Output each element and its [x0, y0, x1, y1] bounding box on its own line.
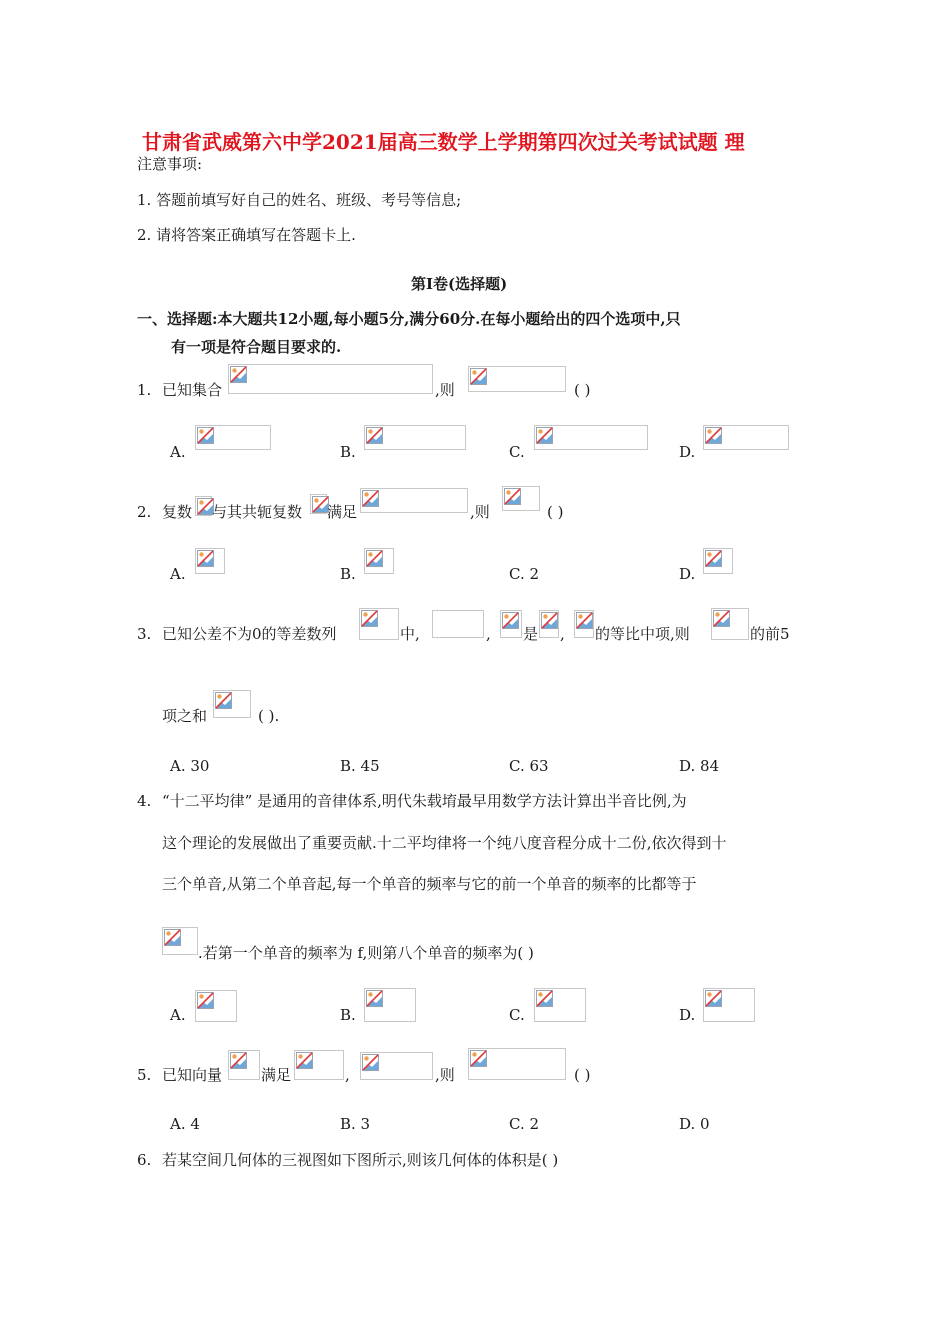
q5-text-4: ,则 — [435, 1066, 455, 1084]
broken-image-icon — [470, 1050, 487, 1067]
notes-heading: 注意事项: — [137, 155, 203, 173]
q5-option-a: A. 4 — [170, 1115, 200, 1133]
q3-term-c-image — [574, 610, 594, 638]
q3-option-b: B. 45 — [340, 757, 380, 775]
q6-text: 若某空间几何体的三视图如下图所示,则该几何体的体积是( ) — [162, 1151, 559, 1169]
q1-option-d-image — [703, 425, 789, 450]
q2-option-a: A. — [170, 565, 186, 583]
q4-line-4: .若第一个单音的频率为 f,则第八个单音的频率为( ) — [198, 944, 534, 962]
q4-line-3: 三个单音,从第二个单音起,每一个单音的频率与它的前一个单音的频率的比都等于 — [162, 875, 697, 893]
q3-text-4: 是 — [523, 625, 539, 643]
broken-image-icon — [504, 488, 521, 505]
q3-answer-blank: ( ). — [258, 707, 280, 725]
q5-number: 5. — [137, 1066, 152, 1084]
section-intro-line2: 有一项是符合题目要求的. — [171, 338, 342, 356]
section-title: 第Ⅰ卷(选择题) — [411, 275, 508, 293]
q3-text-2: 中, — [400, 625, 420, 643]
broken-image-icon — [362, 490, 379, 507]
broken-image-icon — [705, 990, 722, 1007]
q1-option-c: C. — [509, 443, 525, 461]
q1-option-a-image — [195, 425, 271, 450]
q5-condition-2-image — [360, 1052, 433, 1080]
q2-option-b-image — [364, 548, 394, 574]
broken-image-icon — [366, 990, 383, 1007]
broken-image-icon — [197, 992, 214, 1009]
section-intro-line1: 一、选择题:本大题共12小题,每小题5分,满分60分.在每小题给出的四个选项中,只 — [137, 310, 681, 328]
q1-answer-blank: ( ) — [574, 381, 591, 399]
q1-option-c-image — [534, 425, 648, 450]
broken-image-icon — [705, 550, 722, 567]
broken-image-icon — [705, 427, 722, 444]
broken-image-icon — [164, 929, 181, 946]
q2-option-a-image — [195, 548, 225, 574]
q2-option-d-image — [703, 548, 733, 574]
q5-option-c: C. 2 — [509, 1115, 540, 1133]
q4-option-c: C. — [509, 1006, 525, 1024]
q2-text-1: 复数 — [162, 503, 193, 521]
q5-question-image — [468, 1048, 566, 1080]
q3-text-5: , — [560, 625, 565, 643]
q4-line-1: “十二平均律” 是通用的音律体系,明代朱载堉最早用数学方法计算出半音比例,为 — [162, 792, 687, 810]
q3-text-7: 的前5 — [750, 625, 790, 643]
broken-image-icon — [230, 366, 247, 383]
q2-option-c: C. 2 — [509, 565, 540, 583]
q1-text-1: 已知集合 — [162, 381, 223, 399]
q5-option-d: D. 0 — [679, 1115, 710, 1133]
q4-option-a: A. — [170, 1006, 186, 1024]
q3-term-b-image — [539, 610, 559, 638]
q4-number: 4. — [137, 792, 152, 810]
q1-text-2: ,则 — [435, 381, 455, 399]
q2-text-2: 与其共轭复数 — [212, 503, 303, 521]
q4-line-2: 这个理论的发展做出了重要贡献.十二平均律将一个纯八度音程分成十二份,依次得到十 — [162, 834, 727, 852]
broken-image-icon — [230, 1052, 247, 1069]
q1-question-formula-image — [468, 366, 566, 392]
q2-option-b: B. — [340, 565, 356, 583]
q4-ratio-image — [162, 927, 198, 955]
q2-conjugate-image — [310, 494, 327, 514]
q2-complex-z-image — [195, 496, 212, 516]
q3-text-1: 已知公差不为0的等差数列 — [162, 625, 337, 643]
q3-sequence-image — [359, 608, 399, 640]
q2-text-3: 满足 — [327, 503, 358, 521]
document-title: 甘肃省武威第六中学2021届高三数学上学期第四次过关考试试题 理 — [142, 130, 745, 154]
broken-image-icon — [502, 612, 519, 629]
q2-number: 2. — [137, 503, 152, 521]
q6-number: 6. — [137, 1151, 152, 1169]
q2-text-4: ,则 — [470, 503, 490, 521]
q4-option-d: D. — [679, 1006, 696, 1024]
q1-option-a: A. — [170, 443, 186, 461]
q3-first-term-image — [432, 610, 484, 638]
broken-image-icon — [362, 1054, 379, 1071]
notes-item-1: 1. 答题前填写好自己的姓名、班级、考号等信息; — [137, 191, 462, 209]
q2-option-d: D. — [679, 565, 696, 583]
q3-sequence-ref-image — [711, 608, 749, 640]
q3-number: 3. — [137, 625, 152, 643]
q5-text-1: 已知向量 — [162, 1066, 223, 1084]
q5-vectors-image — [228, 1050, 260, 1080]
q3-option-a: A. 30 — [170, 757, 210, 775]
q4-option-d-image — [703, 988, 755, 1022]
q2-question-image — [502, 486, 540, 511]
q5-option-b: B. 3 — [340, 1115, 371, 1133]
notes-item-2: 2. 请将答案正确填写在答题卡上. — [137, 226, 356, 244]
broken-image-icon — [197, 550, 214, 567]
q3-line2-text: 项之和 — [162, 707, 208, 725]
q3-term-a-image — [500, 610, 522, 638]
q5-text-2: 满足 — [261, 1066, 292, 1084]
q1-option-d: D. — [679, 443, 696, 461]
q3-text-6: 的等比中项,则 — [595, 625, 690, 643]
broken-image-icon — [576, 612, 593, 629]
q3-text-3: , — [486, 625, 491, 643]
q4-option-b: B. — [340, 1006, 356, 1024]
q4-option-c-image — [534, 988, 586, 1022]
q5-answer-blank: ( ) — [574, 1066, 591, 1084]
q5-condition-1-image — [294, 1050, 344, 1080]
q3-sum-image — [213, 690, 251, 718]
q3-option-d: D. 84 — [679, 757, 720, 775]
q1-set-formula-image — [228, 364, 433, 394]
q2-condition-image — [360, 488, 468, 513]
broken-image-icon — [541, 612, 558, 629]
broken-image-icon — [536, 427, 553, 444]
broken-image-icon — [366, 427, 383, 444]
q4-option-b-image — [364, 988, 416, 1022]
q1-option-b-image — [364, 425, 466, 450]
broken-image-icon — [366, 550, 383, 567]
broken-image-icon — [197, 427, 214, 444]
broken-image-icon — [361, 610, 378, 627]
broken-image-icon — [536, 990, 553, 1007]
broken-image-icon — [470, 368, 487, 385]
broken-image-icon — [713, 610, 730, 627]
q1-option-b: B. — [340, 443, 356, 461]
q1-number: 1. — [137, 381, 152, 399]
q4-option-a-image — [195, 990, 237, 1022]
q3-option-c: C. 63 — [509, 757, 549, 775]
q5-text-3: , — [345, 1066, 350, 1084]
broken-image-icon — [296, 1052, 313, 1069]
broken-image-icon — [215, 692, 232, 709]
q2-answer-blank: ( ) — [547, 503, 564, 521]
